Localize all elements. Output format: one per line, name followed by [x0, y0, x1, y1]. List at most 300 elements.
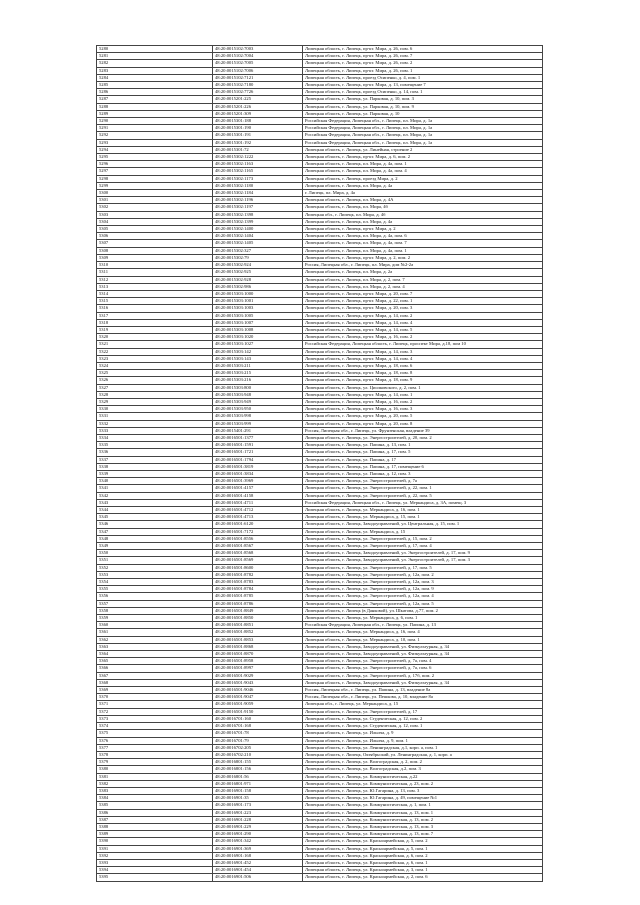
- row-number-cell: 5311: [97, 269, 213, 276]
- table-row: [97, 362, 543, 369]
- table-row: [97, 751, 543, 758]
- table-row: [97, 543, 543, 550]
- table-row: [97, 651, 543, 658]
- table-row: [97, 687, 543, 694]
- address-cell: Липецкая область, г. Липецк, пр-кт. Мира, д. 14, пом. 3: [303, 348, 543, 355]
- address-cell: Липецкая область, г. Липецк, ул. Ю.Гагарина, д. 13, пом. 3: [303, 787, 543, 794]
- cadastral-number-cell: 48:20:0016901:506: [213, 874, 303, 881]
- row-number-cell: 5387: [97, 816, 213, 823]
- table-row: [97, 694, 543, 701]
- cadastral-number-cell: 48:20:0016702:205: [213, 744, 303, 751]
- row-number-cell: 5377: [97, 744, 213, 751]
- cadastral-number-cell: 48:20:0016501:8567: [213, 543, 303, 550]
- table-row: [97, 701, 543, 708]
- row-number-cell: 5294: [97, 146, 213, 153]
- row-number-cell: 5302: [97, 204, 213, 211]
- cadastral-number-cell: 48:20:0015102:7726: [213, 89, 303, 96]
- row-number-cell: 5382: [97, 780, 213, 787]
- row-number-cell: 5391: [97, 845, 213, 852]
- cadastral-number-cell: 48:20:0015302:1222: [213, 154, 303, 161]
- row-number-cell: 5287: [97, 96, 213, 103]
- address-cell: Липецкая область, г. Липецк, пл. Мира, д. 2, пом. 4: [303, 283, 543, 290]
- cadastral-number-cell: 48:20:0015302:928: [213, 276, 303, 283]
- cadastral-number-cell: 48:20:0016501:8569: [213, 557, 303, 564]
- table-row: [97, 737, 543, 744]
- cadastral-number-cell: 48:20:0015301:191: [213, 132, 303, 139]
- address-cell: Липецкая область, г. Липецк, пр-кт. Мира, д. 16, пом. 3: [303, 406, 543, 413]
- row-number-cell: 5364: [97, 651, 213, 658]
- table-row: [97, 766, 543, 773]
- row-number-cell: 5321: [97, 341, 213, 348]
- table-row: [97, 46, 543, 53]
- address-cell: Российская Федерация, Липецкая обл., г. Липецк, пл. Мира, д. 1а: [303, 139, 543, 146]
- table-row: [97, 89, 543, 96]
- table-row: [97, 182, 543, 189]
- row-number-cell: 5326: [97, 377, 213, 384]
- cadastral-number-cell: 48:20:0015303:998: [213, 413, 303, 420]
- row-number-cell: 5365: [97, 658, 213, 665]
- table-row: [97, 190, 543, 197]
- table-row: [97, 226, 543, 233]
- address-cell: Липецкая область, г. Липецк, ул. Красноармейская, д. 3, пом. 1: [303, 867, 543, 874]
- address-cell: Липецкая область, г. Липецк, ул. Энергостроителей, д. 7а, пом. 6: [303, 665, 543, 672]
- row-number-cell: 5323: [97, 355, 213, 362]
- row-number-cell: 5347: [97, 528, 213, 535]
- table-row: [97, 247, 543, 254]
- table-row: [97, 434, 543, 441]
- row-number-cell: 5392: [97, 852, 213, 859]
- address-cell: Липецкая область, г. Липецк, ул. Энергостроителей, д. 12а, пом. 9: [303, 586, 543, 593]
- row-number-cell: 5315: [97, 298, 213, 305]
- table-row: [97, 607, 543, 614]
- table-row: [97, 470, 543, 477]
- cadastral-number-cell: 48:20:0016702:210: [213, 751, 303, 758]
- address-cell: Липецкая область, г. Липецк, ул. Энергостроителей, д. 17: [303, 708, 543, 715]
- cadastral-number-cell: 48:20:0015303:1008: [213, 326, 303, 333]
- cadastral-number-cell: 48:20:0016501:8785: [213, 593, 303, 600]
- cadastral-number-cell: 48:20:0015303:949: [213, 398, 303, 405]
- cadastral-number-cell: 48:20:0016901:452: [213, 859, 303, 866]
- address-cell: Липецкая область, г. Липецк, ул. Коммунистическая, д. 13, пом. 1: [303, 809, 543, 816]
- table-row: [97, 874, 543, 881]
- row-number-cell: 5352: [97, 564, 213, 571]
- address-cell: Липецкая область, г. Липецк, пл. Мира, д. 4а, пом. 6: [303, 233, 543, 240]
- cadastral-number-cell: 48:20:0016701:160: [213, 715, 303, 722]
- cadastral-number-cell: 48:20:0016501:1591: [213, 442, 303, 449]
- table-row: [97, 615, 543, 622]
- row-number-cell: 5390: [97, 838, 213, 845]
- cadastral-number-cell: 48:20:0016501:9047: [213, 694, 303, 701]
- row-number-cell: 5316: [97, 305, 213, 312]
- address-cell: Российская Федерация, Липецкая обл., г. Липецк, пл. Мира, д. 1а: [303, 118, 543, 125]
- table-row: [97, 60, 543, 67]
- cadastral-number-cell: 48:20:0016501:8849: [213, 607, 303, 614]
- cadastral-number-cell: 48:20:0015302:986: [213, 283, 303, 290]
- cadastral-number-cell: 48:20:0016501:8850: [213, 615, 303, 622]
- cadastral-number-cell: 48:20:0016501:8997: [213, 665, 303, 672]
- cadastral-number-cell: 48:20:0016901:342: [213, 838, 303, 845]
- address-cell: Липецкая область, г. Липецк, ул. Коммунистическая, д. 23, пом. 2: [303, 780, 543, 787]
- row-number-cell: 5327: [97, 384, 213, 391]
- row-number-cell: 5288: [97, 103, 213, 110]
- cadastral-number-cell: 48:20:0015303:1001: [213, 298, 303, 305]
- address-cell: Липецкая область, г. Липецк, ул. Парковая, д. 10, пом. 3: [303, 96, 543, 103]
- address-cell: Липецкая область, г. Липецк, ул. Красноармейская, д. 6, пом. 2: [303, 852, 543, 859]
- row-number-cell: 5378: [97, 751, 213, 758]
- address-cell: Липецкая область, г. Липецк, ул. Красноармейская, д. 5, пом. 1: [303, 845, 543, 852]
- row-number-cell: 5374: [97, 723, 213, 730]
- table-row: [97, 485, 543, 492]
- table-row: [97, 254, 543, 261]
- address-cell: Липецкая область, г. Липецк, пр-кт. Мира, д. 14, пом. 4: [303, 319, 543, 326]
- cadastral-number-cell: 48:20:0015302:1197: [213, 204, 303, 211]
- cadastral-number-cell: 48:20:0016501:8786: [213, 600, 303, 607]
- row-number-cell: 5388: [97, 823, 213, 830]
- row-number-cell: 5331: [97, 413, 213, 420]
- address-cell: Липецкая область, г. Липецк, ул. Папина, д. 12, пом. 3: [303, 470, 543, 477]
- table-row: [97, 507, 543, 514]
- row-number-cell: 5299: [97, 182, 213, 189]
- table-row: [97, 391, 543, 398]
- row-number-cell: 5371: [97, 701, 213, 708]
- address-cell: Липецкая область, г. Липецк, Заводоуправлений, ул. Физкультурная, д. 34: [303, 651, 543, 658]
- table-row: [97, 658, 543, 665]
- table-row: [97, 708, 543, 715]
- row-number-cell: 5357: [97, 600, 213, 607]
- row-number-cell: 5300: [97, 190, 213, 197]
- cadastral-number-cell: 48:20:0015102:7121: [213, 74, 303, 81]
- cadastral-number-cell: 48:20:0015302:1184: [213, 190, 303, 197]
- row-number-cell: 5336: [97, 449, 213, 456]
- cadastral-number-cell: 48:20:0015401:291: [213, 427, 303, 434]
- row-number-cell: 5346: [97, 521, 213, 528]
- address-cell: Липецкая область, г. Липецк, ул. Парковая, д. 10: [303, 110, 543, 117]
- cadastral-number-cell: 48:20:0016501:8783: [213, 579, 303, 586]
- cadastral-number-cell: 48:20:0016501:7172: [213, 528, 303, 535]
- row-number-cell: 5292: [97, 132, 213, 139]
- address-cell: Липецкая область, г. Липецк, ул. Меркандиса, д. 16, пом. 4: [303, 629, 543, 636]
- cadastral-number-cell: 48:20:0016901:173: [213, 802, 303, 809]
- row-number-cell: 5361: [97, 629, 213, 636]
- table-row: [97, 622, 543, 629]
- row-number-cell: 5309: [97, 254, 213, 261]
- address-cell: Липецкая область, г. Липецк, ул. Волгоградская, д.2, пом. 3: [303, 766, 543, 773]
- table-row: [97, 298, 543, 305]
- row-number-cell: 5310: [97, 262, 213, 269]
- row-number-cell: 5351: [97, 557, 213, 564]
- row-number-cell: 5373: [97, 715, 213, 722]
- table-row: [97, 723, 543, 730]
- table-row: [97, 867, 543, 874]
- address-cell: Липецкая область, г. Липецк, ул. Красноармейская, д. 6, пом. 1: [303, 859, 543, 866]
- address-cell: г. Липецк, пл. Мира, д. 4а: [303, 190, 543, 197]
- table-row: [97, 67, 543, 74]
- address-cell: Липецкая область, г. Липецк, ул. Студенческая, д. 12, пом. 2: [303, 715, 543, 722]
- row-number-cell: 5325: [97, 370, 213, 377]
- address-cell: Липецкая область, г. Липецк, Октябрьский, ул. Ленинградская, д. 1, корп. а: [303, 751, 543, 758]
- address-cell: Липецкая область, г. Липецк, пр-кт. Мира, д. 18, пом. 9: [303, 377, 543, 384]
- table-row: [97, 269, 543, 276]
- address-cell: Липецкая область, г. Липецк, ул. Меркандиса, д. 15: [303, 528, 543, 535]
- table-row: [97, 132, 543, 139]
- row-number-cell: 5293: [97, 139, 213, 146]
- address-cell: Липецкая область, г. Липецк, ул. Коммунистическая, д.22: [303, 773, 543, 780]
- table-row: [97, 406, 543, 413]
- address-cell: Липецкая область, г. Липецк, пр-кт. Мира, д. 20, пом. 5: [303, 413, 543, 420]
- address-cell: Липецкая область, г. Липецк, ул. Энергостроителей, д. 22, пом. 1: [303, 485, 543, 492]
- cadastral-number-cell: 48:20:0016501:8784: [213, 586, 303, 593]
- row-number-cell: 5332: [97, 420, 213, 427]
- address-cell: Липецкая область, г. Липецк, Заводоуправлений, ул. Энергостроителей, д. 17, пом. 3: [303, 557, 543, 564]
- table-row: [97, 715, 543, 722]
- cadastral-number-cell: 48:20:0015303:1000: [213, 290, 303, 297]
- cadastral-number-cell: 48:20:0015302:1400: [213, 226, 303, 233]
- address-cell: Липецкая область, г. Липецк, пр-кт. Мира, д. 22, пом. 1: [303, 298, 543, 305]
- address-cell: Липецкая область, г. Липецк, ул. Энергостроителей, д. 12а, пом. 5: [303, 600, 543, 607]
- address-cell: Липецкая обл., г. Липецк, пл. Мира, д. 4б: [303, 211, 543, 218]
- row-number-cell: 5345: [97, 514, 213, 521]
- cadastral-number-cell: 48:20:0016501:4712: [213, 507, 303, 514]
- address-cell: Липецкая область, г. Липецк (в Данковой), ул. Шкатова, д.77, пом. 2: [303, 607, 543, 614]
- address-cell: Липецкая область, г. Липецк, ул. Красноармейская, д. 5, пом. 2: [303, 838, 543, 845]
- address-cell: Липецкая область, г. Липецк, пр-кт. Мира, д. 6, пом. 2: [303, 154, 543, 161]
- cadastral-number-cell: 48:20:0016501:8851: [213, 622, 303, 629]
- row-number-cell: 5376: [97, 737, 213, 744]
- row-number-cell: 5368: [97, 679, 213, 686]
- table-row: [97, 355, 543, 362]
- row-number-cell: 5386: [97, 809, 213, 816]
- cadastral-number-cell: 48:20:0016501:8568: [213, 550, 303, 557]
- table-row: [97, 154, 543, 161]
- cadastral-number-cell: 48:20:0016801:56: [213, 773, 303, 780]
- address-cell: Липецкая область, г. Липецк, ул. Энергостроителей, д. 12а, пом. 2: [303, 571, 543, 578]
- row-number-cell: 5375: [97, 730, 213, 737]
- address-cell: Липецкая область, г. Липецк, пр-кт. Мира, д. 16, пом. 2: [303, 334, 543, 341]
- cadastral-number-cell: 48:20:0016901:158: [213, 787, 303, 794]
- cadastral-number-cell: 48:20:0015102:7003: [213, 46, 303, 53]
- table-row: [97, 341, 543, 348]
- cadastral-number-cell: 48:20:0016901:168: [213, 852, 303, 859]
- row-number-cell: 5380: [97, 766, 213, 773]
- table-row: [97, 370, 543, 377]
- table-row: [97, 586, 543, 593]
- row-number-cell: 5329: [97, 398, 213, 405]
- cadastral-number-cell: 48:20:0015302:925: [213, 269, 303, 276]
- address-cell: Липецкая область, г. Липецк, пр-кт. Мира, д. 2: [303, 226, 543, 233]
- address-cell: Липецкая область, г. Липецк, пр-кт. Мира, д. 2, пом. 2: [303, 254, 543, 261]
- cadastral-number-cell: 48:20:0016801:971: [213, 780, 303, 787]
- row-number-cell: 5317: [97, 312, 213, 319]
- row-number-cell: 5281: [97, 53, 213, 60]
- cadastral-number-cell: 48:20:0015302:1180: [213, 182, 303, 189]
- cadastral-number-cell: 48:20:0016501:8556: [213, 535, 303, 542]
- address-cell: Липецкая область, г. Липецк, ул. Энергостроителей, д. 7а: [303, 478, 543, 485]
- row-number-cell: 5291: [97, 125, 213, 132]
- address-cell: Липецкая область, г. Липецк, ул. Энергостроителей, д. 17, пом. 4: [303, 543, 543, 550]
- address-cell: Липецкая область, г. Липецк, пр-кт. Мира, д. 18, пом. 6: [303, 362, 543, 369]
- table-row: [97, 161, 543, 168]
- address-cell: Липецкая область, г. Липецк, ул. Ильича, д. 9: [303, 730, 543, 737]
- row-number-cell: 5341: [97, 485, 213, 492]
- cadastral-number-cell: 48:20:0016701:78: [213, 730, 303, 737]
- row-number-cell: 5356: [97, 593, 213, 600]
- row-number-cell: 5320: [97, 334, 213, 341]
- row-number-cell: 5393: [97, 859, 213, 866]
- table-row: [97, 283, 543, 290]
- table-row: [97, 636, 543, 643]
- cadastral-number-cell: 48:20:0015301:188: [213, 118, 303, 125]
- table-row: [97, 773, 543, 780]
- cadastral-number-cell: 48:20:0015303:142: [213, 348, 303, 355]
- row-number-cell: 5284: [97, 74, 213, 81]
- address-cell: Липецкая область, г. Липецк, ул. Папина, д. 17, пом. 5: [303, 449, 543, 456]
- address-cell: Липецкая область, г. Липецк, проезд Мира, д. 2: [303, 175, 543, 182]
- cadastral-number-cell: 48:20:0016801:155: [213, 759, 303, 766]
- cadastral-number-cell: 48:20:0016501:8852: [213, 629, 303, 636]
- cadastral-number-cell: 48:20:0016501:4157: [213, 485, 303, 492]
- address-cell: Липецкая область, г. Липецк, ул. Меркандиса, д. 15, пом. 1: [303, 514, 543, 521]
- table-row: [97, 802, 543, 809]
- row-number-cell: 5318: [97, 319, 213, 326]
- row-number-cell: 5363: [97, 643, 213, 650]
- row-number-cell: 5334: [97, 434, 213, 441]
- cadastral-number-cell: 48:20:0015303:143: [213, 355, 303, 362]
- table-row: [97, 571, 543, 578]
- address-cell: Липецкая область, г. Липецк, пр-кт. Мира, д. 26, пом. 1: [303, 67, 543, 74]
- address-cell: Липецкая область, г. Липецк, пл. Мира, д. 4А: [303, 197, 543, 204]
- address-cell: Липецкая область, г. Липецк, ул. Меркандиса, д. 10, пом. 1: [303, 636, 543, 643]
- row-number-cell: 5379: [97, 759, 213, 766]
- table-row: [97, 305, 543, 312]
- address-cell: Липецкая область, г. Липецк, ул. Красноармейская, д. 2, пом. 6: [303, 874, 543, 881]
- address-cell: Липецкая обл., г. Липецк, ул. Меркандиса, д. 15: [303, 701, 543, 708]
- cadastral-number-cell: 48:20:0015102:7004: [213, 53, 303, 60]
- row-number-cell: 5313: [97, 283, 213, 290]
- address-cell: Липецкая область, г. Липецк, пл. Мира, д. 4а: [303, 218, 543, 225]
- address-cell: Липецкая область, г. Липецк, Заводоуправлений, ул. Энергостроителей, д. 17, пом. 9: [303, 550, 543, 557]
- address-cell: Липецкая область, г. Липецк, ул. Энергостроителей, д. 12а, пом. 3: [303, 579, 543, 586]
- row-number-cell: 5369: [97, 687, 213, 694]
- address-cell: Липецкая область, г. Липецк, пл. Мира, д. 4а: [303, 182, 543, 189]
- address-cell: Липецкая область, г. Липецк, пр-кт. Мира, д. 14, пом. 4: [303, 355, 543, 362]
- row-number-cell: 5360: [97, 622, 213, 629]
- table-row: [97, 449, 543, 456]
- table-row: [97, 463, 543, 470]
- cadastral-number-cell: 48:20:0015303:1003: [213, 305, 303, 312]
- cadastral-number-cell: 48:20:0016701:79: [213, 737, 303, 744]
- cadastral-number-cell: 48:20:0015303:1005: [213, 312, 303, 319]
- cadastral-number-cell: 48:20:0015201:225: [213, 96, 303, 103]
- table-row: [97, 168, 543, 175]
- cadastral-number-cell: 48:20:0016901:454: [213, 867, 303, 874]
- table-row: [97, 348, 543, 355]
- row-number-cell: 5362: [97, 636, 213, 643]
- cadastral-number-cell: 48:20:0015302:1404: [213, 233, 303, 240]
- row-number-cell: 5301: [97, 197, 213, 204]
- cadastral-number-cell: 48:20:0016901:223: [213, 809, 303, 816]
- row-number-cell: 5322: [97, 348, 213, 355]
- address-cell: Россия, Липецкая обл., г. Липецк, ул. Пешкова, д. 10, владение 8а: [303, 694, 543, 701]
- cadastral-number-cell: 48:20:0015301:190: [213, 125, 303, 132]
- table-row: [97, 492, 543, 499]
- address-cell: Липецкая область, г. Липецк, ул. Ю.Гагарина, д. 49, помещение №1: [303, 795, 543, 802]
- cadastral-number-cell: 48:20:0016501:1721: [213, 449, 303, 456]
- row-number-cell: 5343: [97, 499, 213, 506]
- cadastral-number-cell: 48:20:0015303:1007: [213, 319, 303, 326]
- cadastral-number-cell: 48:20:0016501:9029: [213, 672, 303, 679]
- row-number-cell: 5314: [97, 290, 213, 297]
- row-number-cell: 5384: [97, 795, 213, 802]
- cadastral-number-cell: 48:20:0015303:999: [213, 420, 303, 427]
- row-number-cell: 5298: [97, 175, 213, 182]
- address-cell: Липецкая область, г. Липецк, ул. Волгоградская, д. 2, пом. 2: [303, 759, 543, 766]
- cadastral-number-cell: 48:20:0015302:1398: [213, 211, 303, 218]
- address-cell: Липецкая область, г. Липецк, пл. Мира, д. 4а, пом. 1: [303, 247, 543, 254]
- address-cell: Липецкая область, г. Липецк, пл. Мира, д. 4а, пом. 4: [303, 168, 543, 175]
- address-cell: Липецкая область, г. Липецк, ул. Коммунистическая, д. 1, пом. 1: [303, 802, 543, 809]
- table-row: [97, 326, 543, 333]
- cadastral-number-cell: 48:20:0016701:168: [213, 723, 303, 730]
- address-cell: Липецкая область, г. Липецк, пр-кт. Мира, д. 18, пом. 8: [303, 370, 543, 377]
- address-cell: Липецкая область, г. Липецк, пр-кт. Мира, д. 26, пом. 7: [303, 53, 543, 60]
- row-number-cell: 5348: [97, 535, 213, 542]
- row-number-cell: 5290: [97, 118, 213, 125]
- table-row: [97, 240, 543, 247]
- cadastral-number-cell: 48:20:0016501:8853: [213, 636, 303, 643]
- table-row: [97, 564, 543, 571]
- table-row: [97, 759, 543, 766]
- cadastral-number-cell: 48:20:0015302:79: [213, 254, 303, 261]
- table-row: [97, 730, 543, 737]
- address-cell: Липецкая область, г. Липецк, пр-кт. Мира, д. 26, пом. 2: [303, 60, 543, 67]
- table-row: [97, 420, 543, 427]
- cadastral-number-cell: 48:20:0015302:1163: [213, 161, 303, 168]
- table-row: [97, 96, 543, 103]
- table-row: [97, 665, 543, 672]
- address-cell: Российская Федерация, Липецкая обл., г. Липецк, пл. Мира, д. 1а: [303, 125, 543, 132]
- table-row: [97, 125, 543, 132]
- address-cell: Липецкая область, г. Липецк, пр-кт. Мира, д. 13, помещение 7: [303, 82, 543, 89]
- table-row: [97, 456, 543, 463]
- row-number-cell: 5307: [97, 240, 213, 247]
- row-number-cell: 5296: [97, 161, 213, 168]
- address-cell: Липецкая область, г. Липецк, ул. Энергостроителей, д. 22, пом. 5: [303, 492, 543, 499]
- table-row: [97, 643, 543, 650]
- table-row: [97, 74, 543, 81]
- table-row: [97, 118, 543, 125]
- cadastral-number-cell: 48:20:0016501:4713: [213, 514, 303, 521]
- cadastral-number-cell: 48:20:0016501:3819: [213, 463, 303, 470]
- cadastral-number-cell: 48:20:0016501:6120: [213, 521, 303, 528]
- cadastral-number-cell: 48:20:0016501:8958: [213, 658, 303, 665]
- table-row: [97, 478, 543, 485]
- table-row: [97, 514, 543, 521]
- address-cell: Липецкая область, г. Липецк, Заводоуправлений, ул. Физкультурная, д. 34: [303, 679, 543, 686]
- address-cell: Липецкая область, г. Липецк, Заводоуправлений, ул. Физкультурная, д. 34: [303, 643, 543, 650]
- row-number-cell: 5324: [97, 362, 213, 369]
- cadastral-number-cell: 48:20:0016901:35: [213, 795, 303, 802]
- cadastral-number-cell: 48:20:0015302:1405: [213, 240, 303, 247]
- table-row: [97, 795, 543, 802]
- address-cell: Россия, Липецкая обл., г. Липецк, ул. Папина, д. 13, владение 8а: [303, 687, 543, 694]
- cadastral-number-cell: 48:20:0015102:7005: [213, 60, 303, 67]
- table-row: [97, 744, 543, 751]
- cadastral-number-cell: 48:20:0015303:1020: [213, 334, 303, 341]
- table-row: [97, 103, 543, 110]
- row-number-cell: 5342: [97, 492, 213, 499]
- row-number-cell: 5383: [97, 787, 213, 794]
- cadastral-number-cell: 48:20:0016501:1377: [213, 434, 303, 441]
